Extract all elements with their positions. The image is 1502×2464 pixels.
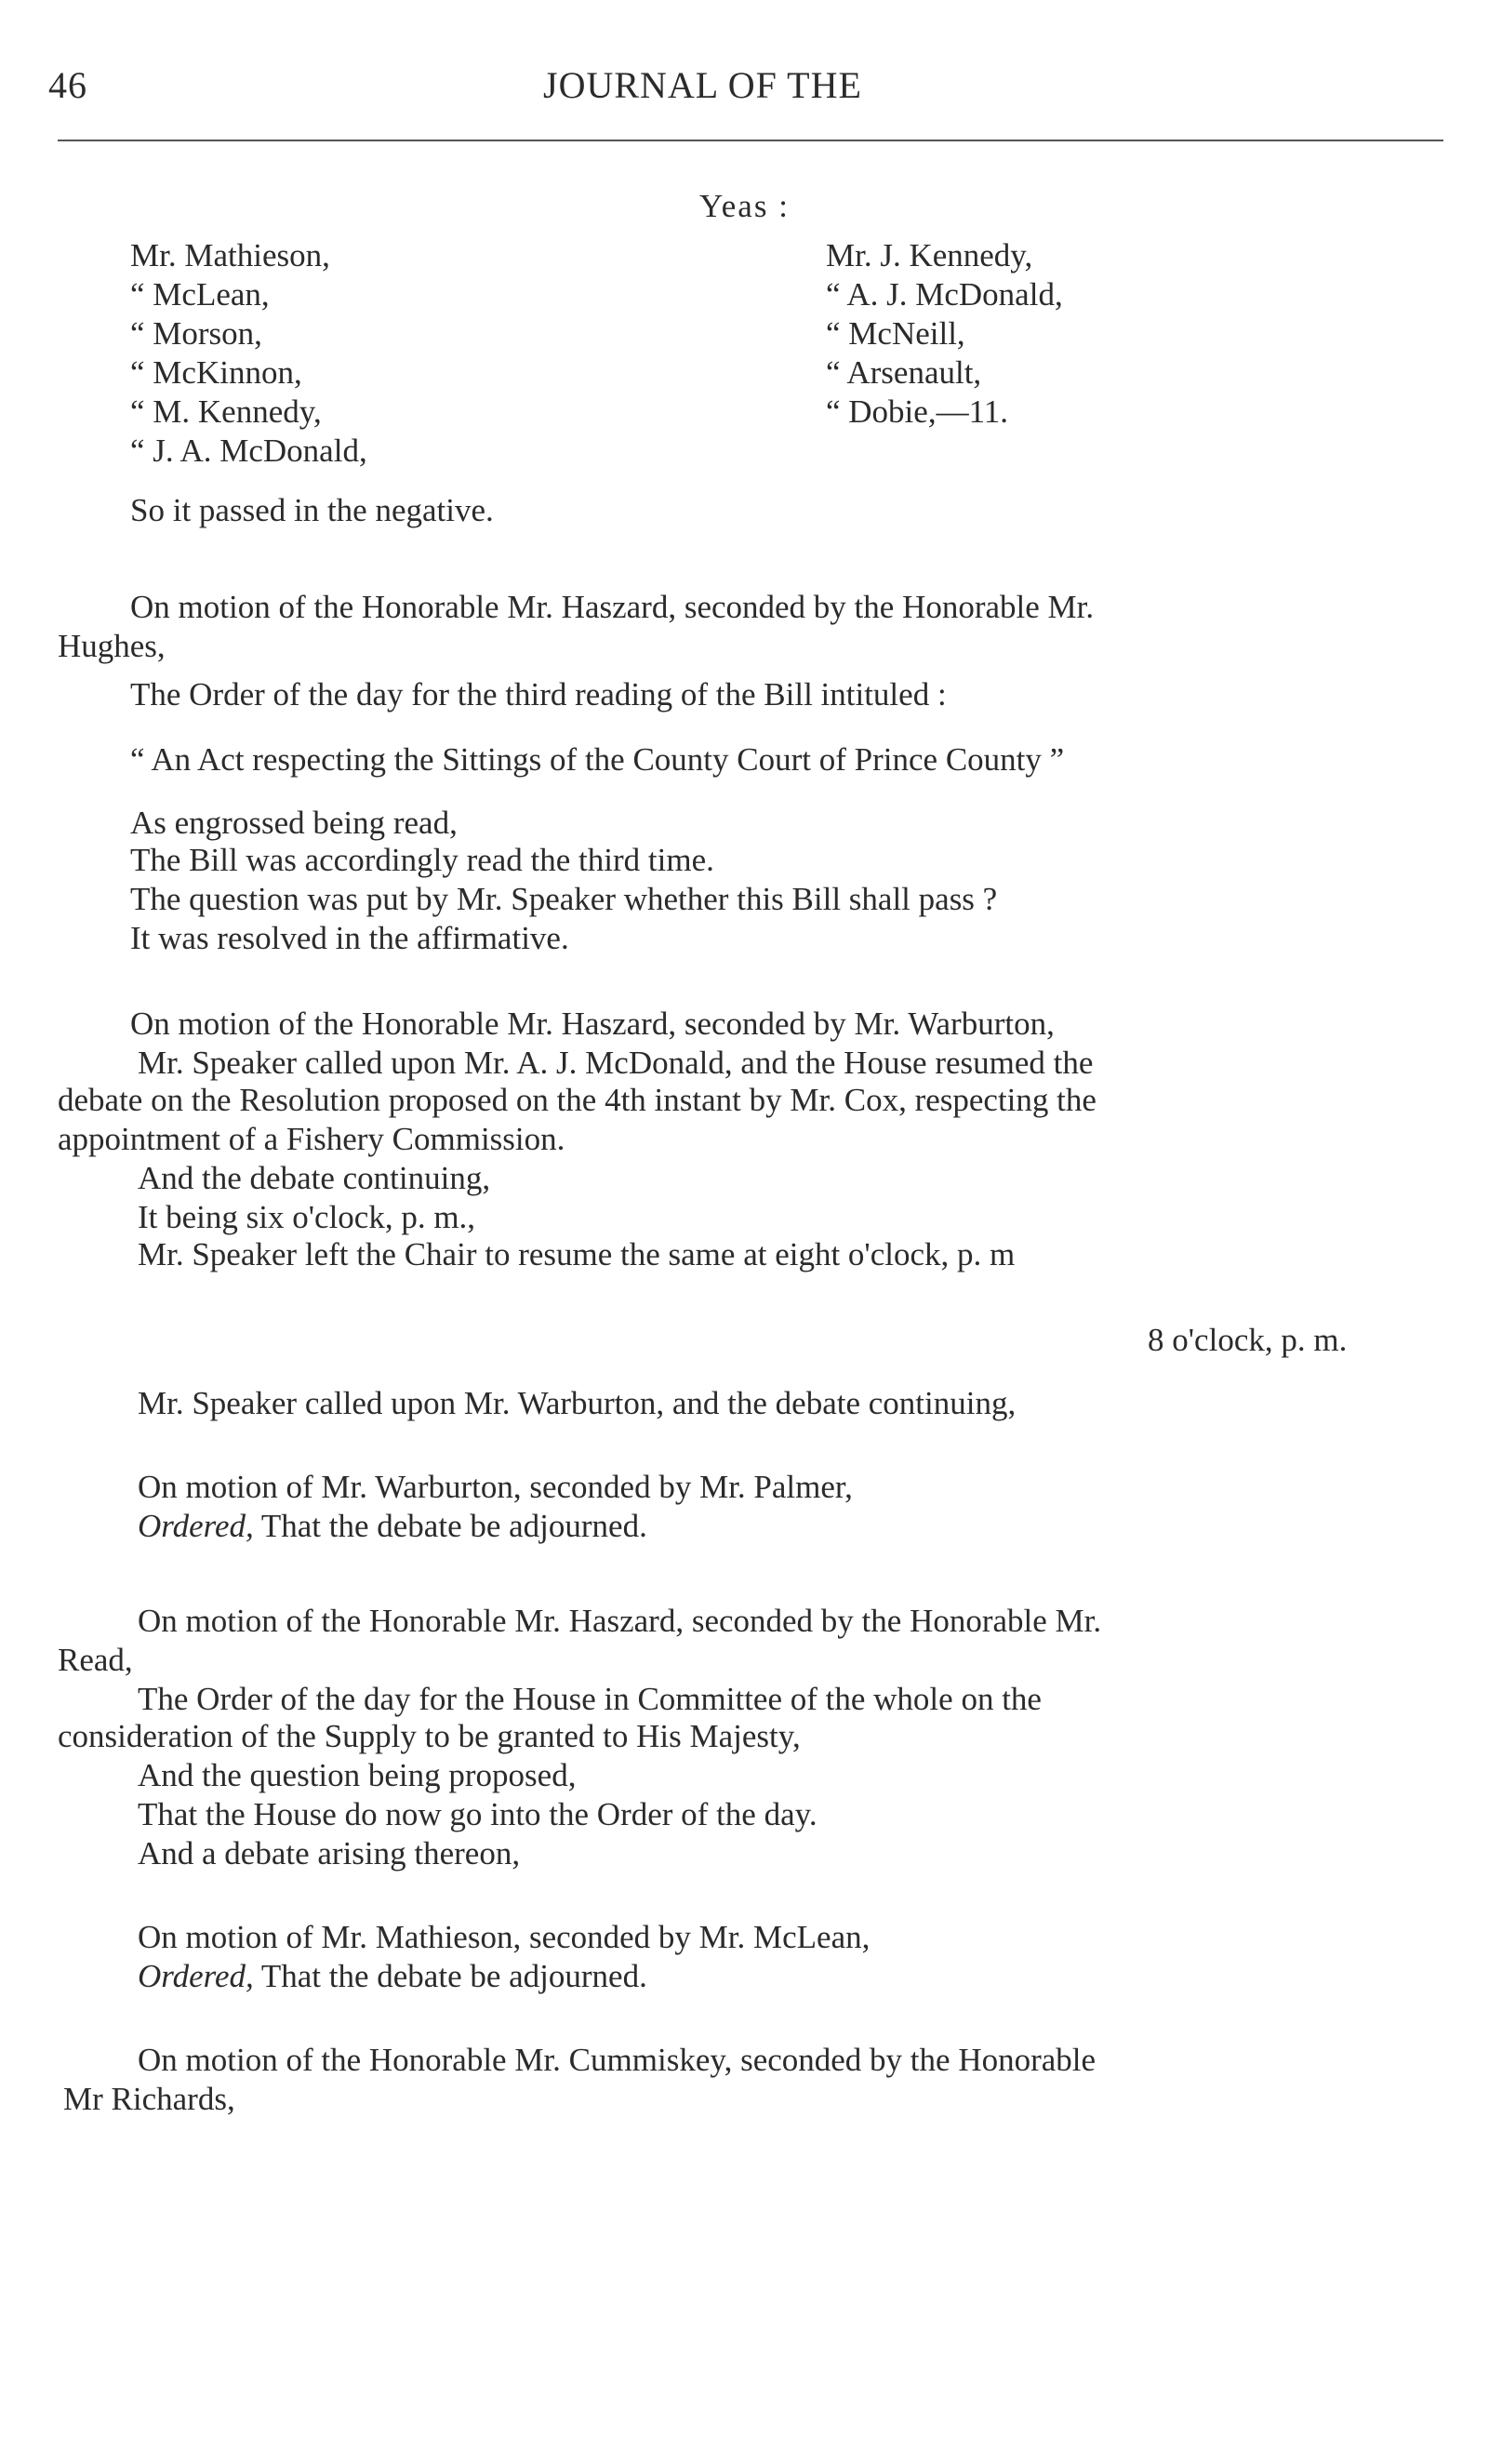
motion-line: On motion of Mr. Mathieson, seconded by Mr. McLean, bbox=[138, 1919, 871, 1955]
text-line: consideration of the Supply to be granted to His Majesty, bbox=[58, 1718, 801, 1754]
yea-name: “ A. J. McDonald, bbox=[826, 276, 1063, 313]
yea-name: Mr. Mathieson, bbox=[130, 237, 330, 273]
text-line: It was resolved in the affirmative. bbox=[130, 920, 569, 956]
text-line: Mr. Speaker called upon Mr. A. J. McDonald, and the House resumed the bbox=[138, 1045, 1094, 1081]
negative-result: So it passed in the negative. bbox=[130, 492, 494, 528]
text-line: As engrossed being read, bbox=[130, 805, 458, 841]
text-line: appointment of a Fishery Commission. bbox=[58, 1121, 565, 1157]
text-line: The Order of the day for the House in Committee of the whole on the bbox=[138, 1681, 1042, 1717]
ordered-line bbox=[138, 1957, 647, 1996]
yeas-left-list bbox=[130, 236, 367, 471]
yea-name: “ Morson, bbox=[130, 315, 262, 352]
ordered-label: Ordered, bbox=[138, 1508, 254, 1544]
yea-name: “ McLean, bbox=[130, 276, 270, 313]
motion-line: On motion of the Honorable Mr. Cummiskey, seconded by the Honorable bbox=[138, 2042, 1097, 2078]
text-line: Mr. Speaker called upon Mr. Warburton, and the debate continuing, bbox=[138, 1385, 1017, 1421]
journal-title: JOURNAL OF THE bbox=[543, 64, 862, 106]
text-line: The Bill was accordingly read the third time. bbox=[130, 842, 714, 878]
ordered-text: That the debate be adjourned. bbox=[260, 1958, 647, 1994]
page-number: 46 bbox=[48, 64, 87, 106]
yea-name: “ Arsenault, bbox=[826, 354, 982, 391]
text-line: And the debate continuing, bbox=[138, 1160, 491, 1196]
ordered-label: Ordered, bbox=[138, 1958, 254, 1994]
motion-line: Read, bbox=[58, 1642, 133, 1678]
time-marker: 8 o'clock, p. m. bbox=[1148, 1322, 1348, 1358]
header-rule bbox=[58, 140, 1443, 141]
motion-line: On motion of Mr. Warburton, seconded by Mr. Palmer, bbox=[138, 1469, 853, 1505]
yeas-right-list bbox=[826, 236, 1063, 432]
motion-line: On motion of the Honorable Mr. Haszard, seconded by Mr. Warburton, bbox=[130, 1006, 1055, 1042]
yea-name: “ McNeill, bbox=[826, 315, 965, 352]
text-line: debate on the Resolution proposed on the 4th instant by Mr. Cox, respecting the bbox=[58, 1082, 1097, 1118]
yea-name: “ Dobie,—11. bbox=[826, 393, 1009, 430]
text-line: Mr. Speaker left the Chair to resume the same at eight o'clock, p. m bbox=[138, 1236, 1016, 1272]
ordered-text: That the debate be adjourned. bbox=[260, 1508, 647, 1544]
text-line: And a debate arising thereon, bbox=[138, 1835, 521, 1871]
motion-line: On motion of the Honorable Mr. Haszard, seconded by the Honorable Mr. bbox=[138, 1603, 1102, 1639]
ordered-line bbox=[138, 1507, 647, 1546]
yea-name: “ McKinnon, bbox=[130, 354, 302, 391]
yea-name: “ M. Kennedy, bbox=[130, 393, 322, 430]
yeas-heading: Yeas : bbox=[699, 188, 790, 224]
motion-line: Hughes, bbox=[58, 628, 166, 664]
text-line: It being six o'clock, p. m., bbox=[138, 1199, 476, 1235]
motion-line: Mr Richards, bbox=[63, 2081, 235, 2117]
yea-name: Mr. J. Kennedy, bbox=[826, 237, 1033, 273]
order-line: The Order of the day for the third reading of the Bill intituled : bbox=[130, 676, 947, 713]
bill-title: “ An Act respecting the Sittings of the County Court of Prince County ” bbox=[130, 741, 1065, 778]
yea-name: “ J. A. McDonald, bbox=[130, 433, 367, 469]
text-line: The question was put by Mr. Speaker whether this Bill shall pass ? bbox=[130, 881, 998, 917]
motion-line: On motion of the Honorable Mr. Haszard, seconded by the Honorable Mr. bbox=[130, 589, 1095, 625]
text-line: And the question being proposed, bbox=[138, 1757, 577, 1793]
text-line: That the House do now go into the Order of the day. bbox=[138, 1796, 817, 1832]
